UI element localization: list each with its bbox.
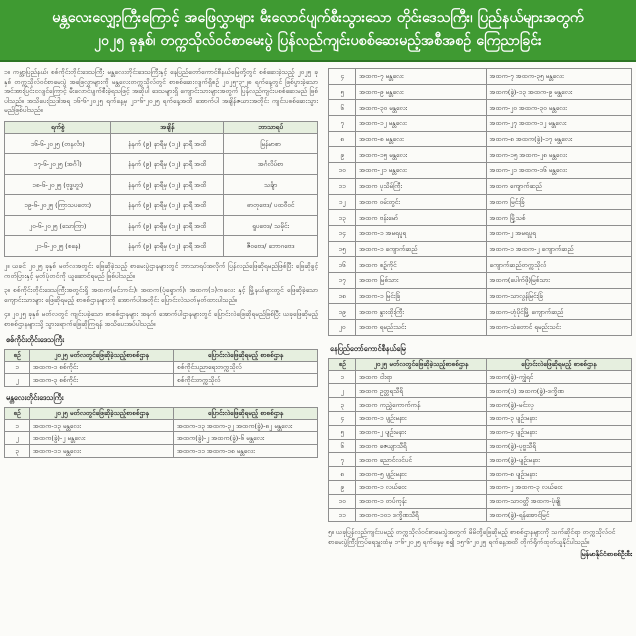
old-center: အထက-၅ ပျဉ်းမနား: [356, 467, 486, 481]
old-center: အထက ပုသိမ်ကြီး: [356, 178, 486, 194]
signature: မြန်မာနိုင်ငံစာစစ်ဦးစီး: [580, 550, 632, 559]
table-row: [329, 69, 632, 85]
new-center: အထက-၁ အထက-၂ ကျောက်ဆည်: [486, 241, 631, 257]
new-center: စစ်ကိုင်းပညာရေးတက္ကသိုလ်: [174, 361, 318, 374]
old-center: အထက-၁၃ မန္တလေး: [30, 419, 174, 432]
old-center: အထက ငါးရာ: [356, 370, 486, 384]
table-row: [329, 178, 632, 194]
schedule-time: နံနက် (၉) နာရီမှ (၁၂) နာရီ အထိ: [111, 215, 224, 236]
row-number: ၂၀: [329, 320, 356, 336]
row-number: ၁၆: [329, 257, 356, 273]
row-number: ၁၇: [329, 272, 356, 288]
table-row: [329, 481, 632, 495]
table-row: [5, 174, 318, 195]
table-header-row: [329, 358, 632, 370]
table-row: [329, 398, 632, 412]
row-number: ၈: [329, 131, 356, 147]
new-center: အထက-သာလွန်မြင်းခြံ: [486, 288, 631, 304]
table-row: [329, 508, 632, 522]
new-center: အထက(ခွဲ)-ရန်အောင်မြင်: [486, 508, 631, 522]
old-center: အထက ဗန်းမော်: [356, 210, 486, 226]
old-center: အထက-၂၁ မန္တလေး: [356, 163, 486, 179]
table-row: [329, 304, 632, 320]
intro-paragraph-4: ၄။ ၂၀၂၅ ခုနှစ် မတ်လတွင် ကျင်းပခဲ့သော စာစစ်ဌာနများ အနက် အောက်ပါဌာနများတွင် ပြောင်းလဲဖြေဆိုရမည်ဖြစ်ပြီး ယခုဖြေဆိုမည့် စာစစ်ဌာနများသို့ သွားရောက်ဖြေဆိုကြရန် အသိပေးအပ်ပါသည်။: [4, 310, 318, 328]
old-center: အထက ကညွှဲကောက်ကန်: [356, 398, 486, 412]
schedule-subject: ဇီဝဗေဒ/ ဘောဂဗေဒ: [224, 236, 318, 257]
header-subject: ဘာသာရပ်: [224, 121, 318, 133]
new-center: အထက-၄ ပျဉ်းမနား: [486, 425, 631, 439]
new-center: အထက-၈ အထက(ခွဲ)-၁၇ မန္တလေး: [486, 131, 631, 147]
old-center: အထက-၁၅ မန္တလေး: [356, 147, 486, 163]
old-center: အထက-၁ မြင်းခြံ: [356, 288, 486, 304]
old-center: အထက-၃ စစ်ကိုင်း: [30, 374, 174, 387]
header-old-center: ၂၀၂၅ မတ်လတွင်ဖြေဆိုခဲ့သည့်စာစစ်ဌာန: [356, 358, 486, 370]
old-center: အထက-၁၂ မန္တလေး: [356, 116, 486, 132]
old-center: အထက ရမည်းသင်း: [356, 320, 486, 336]
new-center: အထက-၂၇ အထက-၁၂ မန္တလေး: [486, 116, 631, 132]
new-center: အထက(၁) အထက(ခွဲ)-ဒက္ခိဏ: [486, 384, 631, 398]
new-center: အထက(ခွဲ)-ပျဉ်းမနား: [486, 453, 631, 467]
schedule-subject: မြန်မာစာ: [224, 133, 318, 154]
schedule-date: ၂၁-၆-၂၀၂၅ (စနေ): [5, 236, 111, 257]
table-row: [5, 133, 318, 154]
table-row: [329, 210, 632, 226]
row-number: ၁၁: [329, 178, 356, 194]
header-no: စဉ်: [5, 349, 30, 361]
table-row: [5, 236, 318, 257]
table-row: [5, 374, 318, 387]
row-number: ၁၃: [329, 210, 356, 226]
row-number: ၁: [5, 361, 30, 374]
row-number: ၃: [5, 444, 30, 457]
table-row: [5, 215, 318, 236]
row-number: ၅: [329, 425, 356, 439]
header-date: ရက်စွဲ: [5, 121, 111, 133]
row-number: ၃: [329, 398, 356, 412]
table-row: [329, 257, 632, 273]
closing-paragraph: ၅။ ယခုပြန်လည်ကျင်းပမည့် တက္ကသိုလ်ဝင်စာမေးပွဲအတွက် မိမိတို့ဖြေဆိုမည့် စာစစ်ဌာနများကို သက်ဆိုင်ရာ တက္ကသိုလ်ဝင်စာမေးပွဲကြီးကြပ်ရေးမှူးထံမှ ၁-၆-၂၀၂၅ ရက်နေ့မှ စ၍ ၁၅-၆-၂၀၂၅ ရက်နေ့အထိ တိုက်ရိုက်ထုတ်ယူနိုင်ပါသည်။: [328, 528, 616, 546]
row-number: ၁၉: [329, 304, 356, 320]
new-center: စစ်ကိုင်းတက္ကသိုလ်: [174, 374, 318, 387]
schedule-time: နံနက် (၉) နာရီမှ (၁၂) နာရီ အထိ: [111, 133, 224, 154]
table-header-row: [5, 349, 318, 361]
new-center: အထက-၁၃ အထက-၃၂ အထက(ခွဲ)-၈၂ မန္တလေး: [174, 419, 318, 432]
old-center: အထက ဝမ်းတွင်း: [356, 194, 486, 210]
table-row: [329, 425, 632, 439]
row-number: ၈: [329, 467, 356, 481]
header-new-center: ပြောင်းလဲဖြေဆိုရမည့် စာစစ်ဌာန: [486, 358, 631, 370]
table-row: [329, 194, 632, 210]
schedule-date: ၂၀-၆-၂၀၂၅ (သောကြာ): [5, 215, 111, 236]
schedule-subject: အင်္ဂလိပ်စာ: [224, 154, 318, 175]
header-time: အချိန်: [111, 121, 224, 133]
row-number: ၁၂: [329, 194, 356, 210]
sagaing-heading: စစ်ကိုင်းတိုင်းဒေသကြီး: [6, 334, 65, 344]
schedule-time: နံနက် (၉) နာရီမှ (၁၂) နာရီ အထိ: [111, 154, 224, 175]
table-row: [329, 288, 632, 304]
old-center: အထက-၁ ပျဉ်းမနား: [356, 412, 486, 426]
new-center: အထက-ဟုံပိုင်မြို့ ကျောက်ဆည်: [486, 304, 631, 320]
row-number: ၁: [5, 419, 30, 432]
mandalay-centers-table-continued: [328, 68, 632, 336]
table-row: [329, 163, 632, 179]
new-center: အထက-၂ အမရပူရ: [486, 225, 631, 241]
new-center: အထက-၈ ပျဉ်းမနား: [486, 467, 631, 481]
table-row: [329, 467, 632, 481]
old-center: အထက-၁၀၁ ဒက္ခိဏသီရိ: [356, 508, 486, 522]
banner-title-line1: မန္တလေးလျှော့ကြီးကြောင့် အဖြေလွှာများ မီးလောင်ပျက်စီးသွားသော တိုင်းဒေသကြီး၊ ပြည်နယ်များအတွက်: [52, 10, 584, 26]
row-number: ၂: [5, 432, 30, 445]
new-center: အထက(ခွဲ)-ကျွဲရင်: [486, 370, 631, 384]
table-row: [329, 370, 632, 384]
old-center: အထက ဥတ္တရသီရိ: [356, 384, 486, 398]
intro-paragraph-3: ၃။ စစ်ကိုင်းတိုင်းဒေသကြီးအတွင်းရှိ အထက(မင်းကင်း)၊ အထက(ပုံရှောက်)၊ အထက(၁)ကလေး နှင့် မြို့နယ်များတွင် ဖြေဆိုခဲ့သော ကျောင်းသားများ ဖြေဆိုရမည့် စာစစ်ဌာနများကို အောက်ပါအတိုင်း ပြောင်းလဲသတ်မှတ်ထားပါသည်။: [4, 286, 318, 304]
table-header-row: [5, 121, 318, 133]
schedule-date: ၁၆-၆-၂၀၂၅ (တနင်္လာ): [5, 133, 111, 154]
mandalay-heading: မန္တလေးတိုင်းဒေသကြီး: [6, 392, 64, 402]
schedule-date: ၁၇-၆-၂၀၂၅ (အင်္ဂါ): [5, 154, 111, 175]
new-center: အထက မြို့သစ်: [486, 210, 631, 226]
old-center: အထက စဉ့်ကိုင်: [356, 257, 486, 273]
table-row: [329, 116, 632, 132]
old-center: အထက ညောင်လင်ပင်: [356, 453, 486, 467]
exam-schedule-table: [4, 121, 318, 257]
header-no: စဉ်: [329, 358, 356, 370]
table-row: [329, 453, 632, 467]
table-row: [329, 494, 632, 508]
row-number: ၉: [329, 147, 356, 163]
new-center: အထက-၃ ပျဉ်းမနား: [486, 412, 631, 426]
new-center: အထက-၂ အထက-၃ လယ်ဝေး: [486, 481, 631, 495]
old-center: အထက-၃၀ မန္တလေး: [356, 100, 486, 116]
header-old-center: ၂၀၂၅ မတ်လတွင်ဖြေဆိုခဲ့သည့်စာစစ်ဌာန: [30, 407, 174, 419]
schedule-subject: ရူပဗေဒ/ သမိုင်း: [224, 215, 318, 236]
table-row: [329, 131, 632, 147]
row-number: ၉: [329, 481, 356, 495]
new-center: အထက(ပေါက်ဖို)မြစ်သား: [486, 272, 631, 288]
schedule-subject: ဓာတုဗေဒ/ ပထဝီဝင်: [224, 195, 318, 216]
table-row: [5, 195, 318, 216]
row-number: ၁၈: [329, 288, 356, 304]
new-center: အထက-၁၁ အထက-၁၈ မန္တလေး: [174, 444, 318, 457]
row-number: ၁: [329, 370, 356, 384]
old-center: အထက-၁ တပ်ကုန်း: [356, 494, 486, 508]
table-row: [329, 412, 632, 426]
new-center: ကျောက်ဆည်တက္ကသိုလ်: [486, 257, 631, 273]
table-row: [5, 432, 318, 445]
old-center: အထက(ခွဲ)-၂ မန္တလေး: [30, 432, 174, 445]
new-center: အထက-သံတောင် ရမည်းသင်း: [486, 320, 631, 336]
intro-paragraph-1: ၁။ ကမ္ဘာ့ပြည်နယ်၊ စစ်ကိုင်းတိုင်းဒေသကြီး မန္တလေးတိုင်းဒေသကြီးနှင့် နေပြည်တော်ကောင်စီနယ်မြေတို့တွင် စစ်ဆေးခဲ့သည့် ၂၀၂၅ ခုနှစ် တက္ကသိုလ်ဝင်စာမေးပွဲ အဖြေလွှာများကို မန္တလေးတက္ကသိုလ်တွင် စာစစ်ဆေးလျက်ရှိစဉ် ၂၀၂၅-၃-၂၈ ရက်နေ့တွင် ဖြစ်ပွားခဲ့သော အင်အားပြင်းငလျင်ကြောင့် မီးလောင်ပျက်စီးခဲ့ရသဖြင့် အဆိုပါ ဒေသများရှိ ကျောင်းသားများအတွက် ပြန်လည်ကျင်းပစစ်ဆေးမည် ဖြစ်ပါသည်။ အသိပေးသြဒါအရ ၁၆-၆-၂၀၂၅ ရက်နေ့မှ ၂၁-၆-၂၀၂၅ ရက်နေ့အထိ အောက်ပါ အချိန်ဇယားအတိုင်း ကျင်းပစစ်ဆေးသွားမည်ဖြစ်ပါသည်။: [4, 68, 318, 115]
announcement-banner: [0, 0, 636, 62]
schedule-date: ၁၈-၆-၂၀၂၅ (ဗုဒ္ဓဟူး): [5, 174, 111, 195]
row-number: ၁၁: [329, 508, 356, 522]
old-center: အထက-၁ အမရပူရ: [356, 225, 486, 241]
row-number: ၅: [329, 84, 356, 100]
table-row: [329, 439, 632, 453]
schedule-time: နံနက် (၉) နာရီမှ (၁၂) နာရီ အထိ: [111, 236, 224, 257]
new-center: အထက(ခွဲ)-မင်းလှ: [486, 398, 631, 412]
schedule-time: နံနက် (၉) နာရီမှ (၁၂) နာရီ အထိ: [111, 195, 224, 216]
row-number: ၁၀: [329, 163, 356, 179]
header-no: စဉ်: [5, 407, 30, 419]
right-column: [328, 68, 632, 560]
table-row: [5, 154, 318, 175]
old-center: အထက-၂ ပျဉ်းမနား: [356, 425, 486, 439]
table-row: [5, 361, 318, 374]
table-row: [329, 225, 632, 241]
table-row: [329, 84, 632, 100]
schedule-date: ၁၉-၆-၂၀၂၅ (ကြာသပတေး): [5, 195, 111, 216]
intro-paragraph-2: ၂။ ယခင် ၂၀၂၅ ခုနှစ် မတ်လအတွင်း ဖြေဆိုခဲ့သည့် စာမေးပွဲဌာနများတွင် ဘာသာရပ်အလိုက် ပြန်လည်ဖြေဆိုရမည်ဖြစ်ပြီး ဖြေဆိုခွင့်ကတ်ပြားနှင့် မှတ်ပုံတင်ကို ယူဆောင်ရမည် ဖြစ်ပါသည်။: [4, 261, 318, 280]
old-center: အထက နွားထိုးကြီး: [356, 304, 486, 320]
new-center: အထက-၇ အထက-၃၅ မန္တလေး: [486, 69, 631, 85]
header-old-center: ၂၀၂၅ မတ်လတွင်ဖြေဆိုခဲ့သည့်စာစစ်ဌာန: [30, 349, 174, 361]
naypyitaw-heading: နေပြည်တော်ကောင်စီနယ်မြေ: [330, 343, 406, 353]
old-center: အထက-၉ မန္တလေး: [356, 84, 486, 100]
new-center: အထက(ခွဲ)-ပုဗ္ဗသီရိ: [486, 439, 631, 453]
row-number: ၆: [329, 439, 356, 453]
banner-title-line2: ၂၀၂၅ ခုနှစ်၊ တက္ကသိုလ်ဝင်စာမေးပွဲ ပြန်လည်ကျင်းပစစ်ဆေးမည့်အစီအစဉ် ကြေညာခြင်း: [94, 33, 542, 49]
old-center: အထက-၁ လယ်ဝေး: [356, 481, 486, 495]
left-column: [4, 68, 318, 458]
new-center: အထက-၂၁ အထက-၁၆ မန္တလေး: [486, 163, 631, 179]
naypyitaw-centers-table: [328, 358, 632, 523]
row-number: ၁၅: [329, 241, 356, 257]
old-center: အထက မြစ်သား: [356, 272, 486, 288]
row-number: ၂: [329, 384, 356, 398]
new-center: အထက ကျောက်ဆည်: [486, 178, 631, 194]
new-center: အထက-၁၅ အထက-၂၈ မန္တလေး: [486, 147, 631, 163]
table-row: [329, 100, 632, 116]
schedule-subject: သင်္ချာ: [224, 174, 318, 195]
new-center: အထက မြင်းခြံ: [486, 194, 631, 210]
schedule-time: နံနက် (၉) နာရီမှ (၁၂) နာရီ အထိ: [111, 174, 224, 195]
row-number: ၄: [329, 412, 356, 426]
new-center: အထက-သာဝတ္တိ အထက-ပုံချို: [486, 494, 631, 508]
row-number: ၆: [329, 100, 356, 116]
table-row: [5, 419, 318, 432]
table-header-row: [5, 407, 318, 419]
row-number: ၇: [329, 453, 356, 467]
old-center: အထက-၁၁ မန္တလေး: [30, 444, 174, 457]
row-number: ၁၀: [329, 494, 356, 508]
mandalay-centers-table: [4, 407, 318, 458]
old-center: အထက-၇ မန္တလေး: [356, 69, 486, 85]
table-row: [329, 384, 632, 398]
header-new-center: ပြောင်းလဲဖြေဆိုရမည့် စာစစ်ဌာန: [174, 407, 318, 419]
old-center: အထက ဇေယျာသီရိ: [356, 439, 486, 453]
new-center: အထက(ခွဲ)-၁၃ အထက-၉ မန္တလေး: [486, 84, 631, 100]
row-number: ၂: [5, 374, 30, 387]
new-center: အထက(ခွဲ)-၂ အထက(ခွဲ)-၆ မန္တလေး: [174, 432, 318, 445]
table-row: [5, 444, 318, 457]
table-row: [329, 241, 632, 257]
row-number: ၇: [329, 116, 356, 132]
old-center: အထက-၁ ကျောက်ဆည်: [356, 241, 486, 257]
old-center: အထက-၁ စစ်ကိုင်း: [30, 361, 174, 374]
table-row: [329, 320, 632, 336]
sagaing-centers-table: [4, 349, 318, 387]
old-center: အထက-၈ မန္တလေး: [356, 131, 486, 147]
row-number: ၄: [329, 69, 356, 85]
table-row: [329, 272, 632, 288]
header-new-center: ပြောင်းလဲဖြေဆိုရမည့် စာစစ်ဌာန: [174, 349, 318, 361]
new-center: အထက-၂၀ အထက-၃၀ မန္တလေး: [486, 100, 631, 116]
table-row: [329, 147, 632, 163]
row-number: ၁၄: [329, 225, 356, 241]
